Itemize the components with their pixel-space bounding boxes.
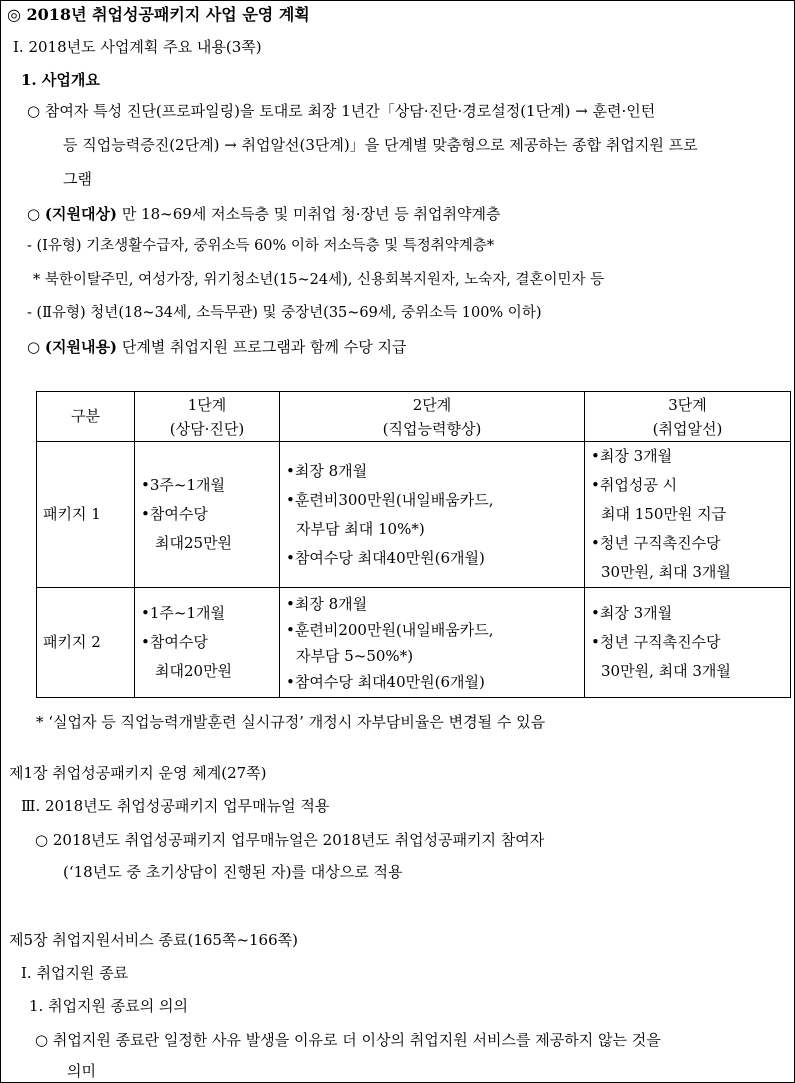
package-2-stage-1: •1주~1개월 •참여수당 최대20만원: [135, 588, 280, 698]
target-label: (지원대상): [44, 205, 118, 223]
package-2-stage-2: •최장 8개월 •훈련비200만원(내일배움카드, 자부담 5~50%*) •참여수당 최대40만원(6개월): [280, 588, 585, 698]
target-marker: ○: [27, 205, 41, 223]
header-stage-2: 2단계 (직업능력향상): [280, 392, 585, 442]
header-stage-3: 3단계 (취업알선): [585, 392, 791, 442]
content-paragraph: [27, 337, 406, 357]
support-program-table: [36, 391, 791, 698]
chapter-1-bullet-line-2: (‘18년도 중 초기상담이 진행된 자)를 대상으로 적용: [63, 863, 403, 881]
chapter-1-bullet-line-1: ○ 2018년도 취업성공패키지 업무매뉴얼은 2018년도 취업성공패키지 참여자: [35, 831, 545, 849]
table-row-package-1: [37, 442, 791, 588]
subsection-1-heading: 1. 사업개요: [21, 71, 100, 89]
section-1-heading: Ⅰ. 2018년도 사업계획 주요 내용(3쪽): [13, 38, 262, 56]
chapter-5-heading: 제5장 취업지원서비스 종료(165쪽~166쪽): [9, 931, 298, 949]
chapter-1-heading: 제1장 취업성공패키지 운영 체계(27쪽): [9, 764, 267, 782]
overview-line-3: 그램: [63, 170, 92, 188]
type-1-footnote: * 북한이탈주민, 여성가장, 위기청소년(15~24세), 신용회복지원자, 노숙자, 결혼이민자 등: [33, 272, 605, 288]
content-label: (지원내용): [44, 338, 118, 356]
package-1-stage-3: •최장 3개월 •취업성공 시 최대 150만원 지급 •청년 구직촉진수당 30만원, 최대 3개월: [585, 442, 791, 588]
chapter-5-subsection: 1. 취업지원 종료의 의의: [29, 997, 189, 1015]
chapter-5-bullet-line-1: ○ 취업지원 종료란 일정한 사유 발생을 이유로 더 이상의 취업지원 서비스를 제공하지 않는 것을: [35, 1031, 661, 1049]
header-category: 구분: [37, 392, 135, 442]
package-2-label: 패키지 2: [37, 588, 135, 698]
overview-line-1: ○ 참여자 특성 진단(프로파일링)을 토대로 최장 1년간「상담·진단·경로설정(1단계) → 훈련·인턴: [27, 102, 656, 120]
package-2-stage-3: •최장 3개월 •청년 구직촉진수당 30만원, 최대 3개월: [585, 588, 791, 698]
table-row-package-2: [37, 588, 791, 698]
table-header-row: [37, 392, 791, 442]
content-marker: ○: [27, 338, 41, 356]
chapter-1-section: Ⅲ. 2018년도 취업성공패키지 업무매뉴얼 적용: [21, 797, 330, 815]
table-footnote: * ‘실업자 등 직업능력개발훈련 실시규정’ 개정시 자부담비율은 변경될 수 있음: [36, 713, 546, 731]
package-1-label: 패키지 1: [37, 442, 135, 588]
content-text: 단계별 취업지원 프로그램과 함께 수당 지급: [121, 338, 407, 356]
overview-line-2: 등 직업능력증진(2단계) → 취업알선(3단계)」을 단계별 맞춤형으로 제공하는 종합 취업지원 프로: [63, 136, 698, 154]
chapter-5-section: Ⅰ. 취업지원 종료: [21, 964, 129, 982]
type-2-line: - (Ⅱ유형) 청년(18~34세, 소득무관) 및 중장년(35~69세, 중위소득 100% 이하): [27, 305, 542, 321]
chapter-5-bullet-line-2: 의미: [67, 1062, 96, 1080]
target-text: 만 18~69세 저소득층 및 미취업 청·장년 등 취업취약계층: [121, 205, 501, 223]
type-1-line: - (Ⅰ유형) 기초생활수급자, 중위소득 60% 이하 저소득층 및 특정취약계층*: [27, 238, 495, 254]
document-title: ◎ 2018년 취업성공패키지 사업 운영 계획: [7, 5, 310, 24]
package-1-stage-2: •최장 8개월 •훈련비300만원(내일배움카드, 자부담 최대 10%*) •참여수당 최대40만원(6개월): [280, 442, 585, 588]
package-1-stage-1: •3주~1개월 •참여수당 최대25만원: [135, 442, 280, 588]
target-paragraph: [27, 204, 501, 224]
header-stage-1: 1단계 (상담·진단): [135, 392, 280, 442]
